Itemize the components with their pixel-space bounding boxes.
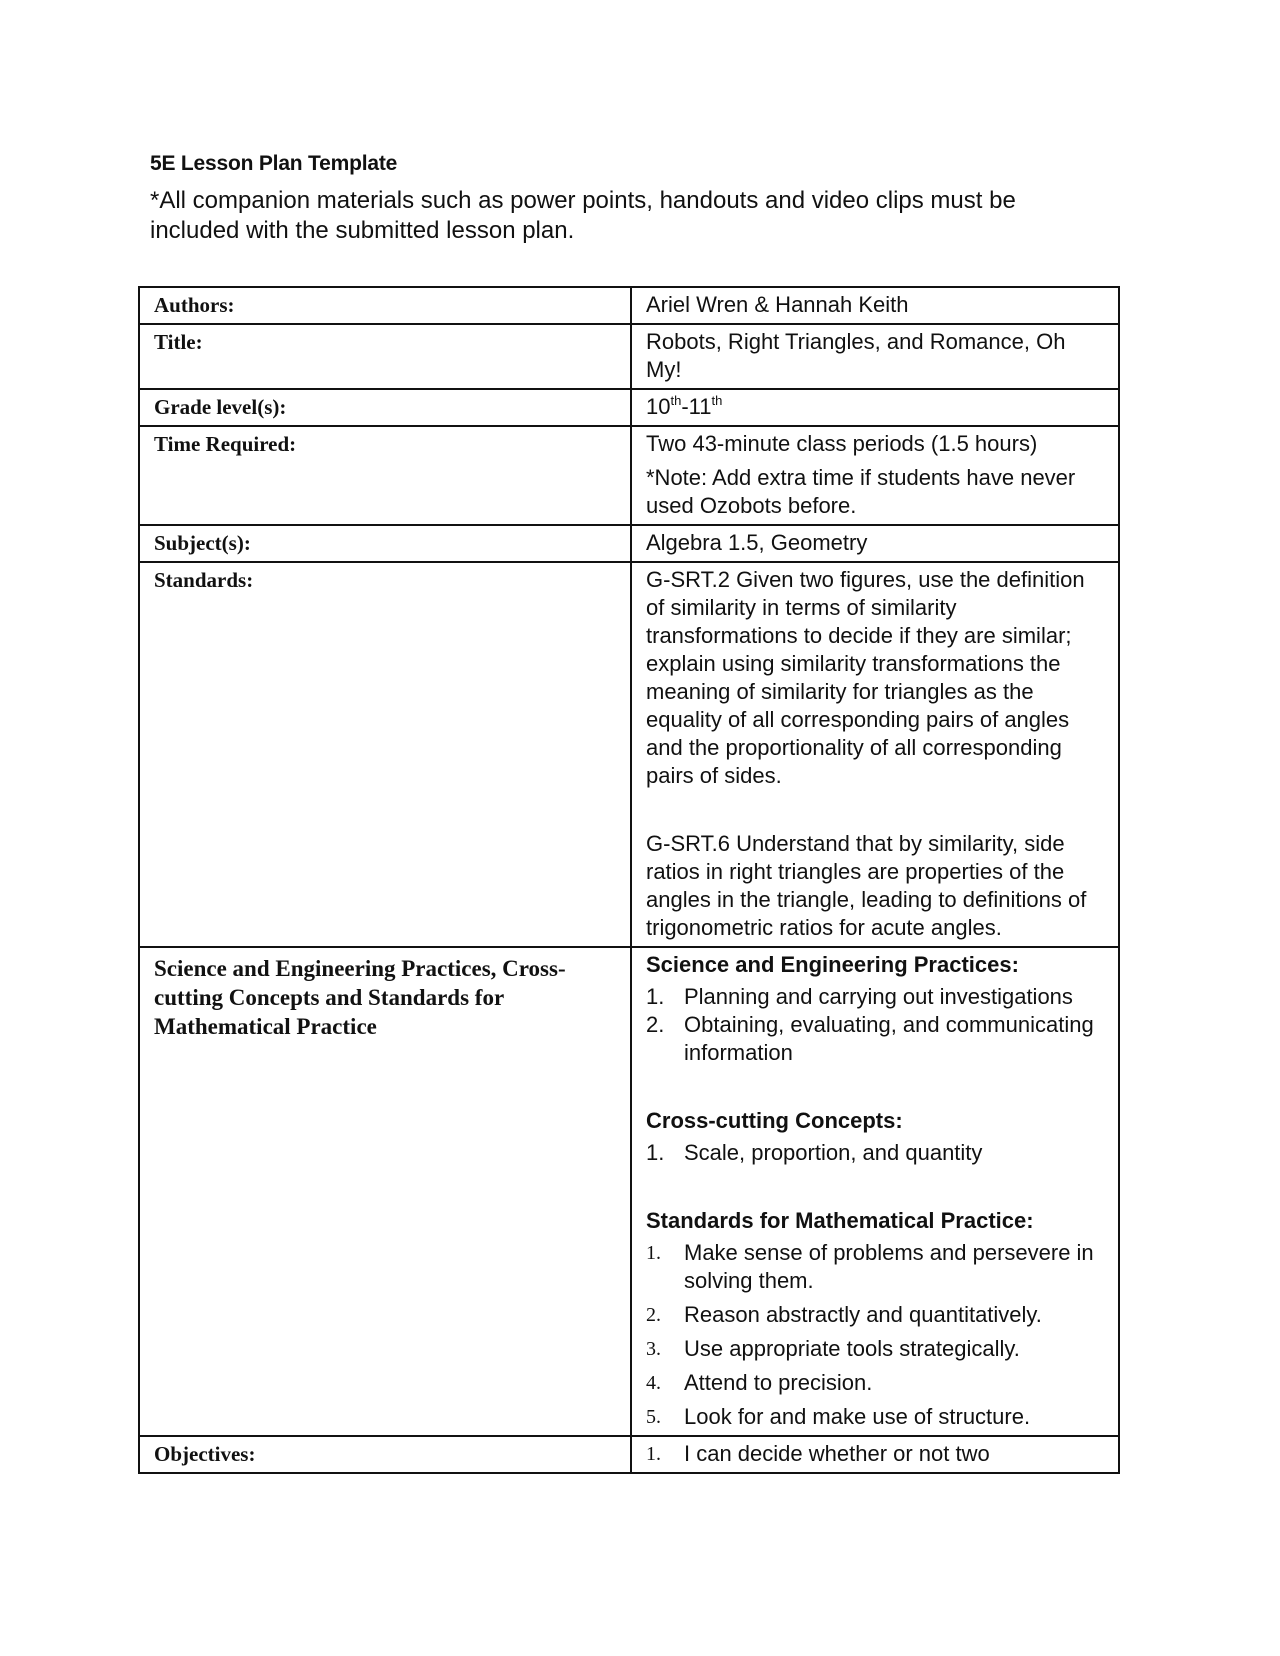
objectives-value xyxy=(631,1436,1119,1473)
row-standards xyxy=(139,562,1119,947)
list-item xyxy=(646,1335,1104,1363)
list-item-text: Planning and carrying out investigations xyxy=(684,984,1073,1009)
list-item-text: Reason abstractly and quantitatively. xyxy=(684,1302,1042,1327)
grade-label: Grade level(s): xyxy=(139,389,631,426)
list-item xyxy=(646,1301,1104,1329)
list-item-text: Obtaining, evaluating, and communicating information xyxy=(684,1012,1094,1065)
authors-value: Ariel Wren & Hannah Keith xyxy=(631,287,1119,324)
grade-value xyxy=(631,389,1119,426)
sep-heading: Science and Engineering Practices: xyxy=(646,952,1019,977)
list-number: 1. xyxy=(646,984,665,1009)
document-title: 5E Lesson Plan Template xyxy=(150,152,398,175)
row-objectives xyxy=(139,1436,1119,1473)
smp-section xyxy=(646,1207,1104,1431)
practices-label: Science and Engineering Practices, Cross-cutting Concepts and Standards for Mathematical Practice xyxy=(139,947,631,1436)
list-number: 2. xyxy=(646,1012,665,1037)
row-subjects xyxy=(139,525,1119,562)
ccc-list xyxy=(646,1139,1104,1167)
list-number: 1. xyxy=(646,1242,661,1264)
list-item-text: Attend to precision. xyxy=(684,1370,873,1395)
smp-heading: Standards for Mathematical Practice: xyxy=(646,1208,1034,1233)
list-item-text: Use appropriate tools strategically. xyxy=(684,1336,1020,1361)
subjects-value: Algebra 1.5, Geometry xyxy=(631,525,1119,562)
list-item xyxy=(646,1011,1104,1067)
title-value: Robots, Right Triangles, and Romance, Oh My! xyxy=(631,324,1119,389)
objectives-list xyxy=(646,1440,1104,1468)
row-practices xyxy=(139,947,1119,1436)
grade-start-suffix: th xyxy=(670,393,682,408)
grade-end-suffix: th xyxy=(711,393,723,408)
grade-start: 10 xyxy=(646,394,671,419)
list-item-text: Look for and make use of structure. xyxy=(684,1404,1031,1429)
lesson-plan-table xyxy=(138,286,1120,1474)
list-item-text: I can decide whether or not two xyxy=(684,1441,990,1466)
list-item xyxy=(646,1139,1104,1167)
grade-end: -11 xyxy=(681,394,712,419)
row-time xyxy=(139,426,1119,525)
row-title xyxy=(139,324,1119,389)
title-label: Title: xyxy=(139,324,631,389)
objectives-label: Objectives: xyxy=(139,1436,631,1473)
row-authors xyxy=(139,287,1119,324)
standard-g-srt-2: G-SRT.2 Given two figures, use the definition of similarity in terms of similarity transformations to decide if they are similar; explain using similarity transformations the meaning of similarity for triangles as the equality of all corresponding pairs of angles and the proportionality of all corresponding pairs of sides. xyxy=(646,567,1085,788)
subjects-label: Subject(s): xyxy=(139,525,631,562)
practices-value xyxy=(631,947,1119,1436)
smp-list xyxy=(646,1239,1104,1431)
materials-note: *All companion materials such as power points, handouts and video clips must be included with the submitted lesson plan. xyxy=(150,187,1016,244)
standards-label: Standards: xyxy=(139,562,631,947)
list-item xyxy=(646,1440,1104,1468)
authors-label: Authors: xyxy=(139,287,631,324)
list-number: 5. xyxy=(646,1406,661,1428)
list-item-text: Scale, proportion, and quantity xyxy=(684,1140,983,1165)
ccc-heading: Cross-cutting Concepts: xyxy=(646,1108,903,1133)
time-note: *Note: Add extra time if students have never used Ozobots before. xyxy=(646,465,1076,518)
sep-list xyxy=(646,983,1104,1067)
list-number: 4. xyxy=(646,1372,661,1394)
time-value xyxy=(631,426,1119,525)
list-number: 1. xyxy=(646,1443,661,1465)
list-item xyxy=(646,1369,1104,1397)
list-number: 2. xyxy=(646,1304,661,1326)
ccc-section xyxy=(646,1107,1104,1167)
list-item xyxy=(646,1239,1104,1295)
list-item xyxy=(646,1403,1104,1431)
list-number: 3. xyxy=(646,1338,661,1360)
standard-g-srt-6: G-SRT.6 Understand that by similarity, side ratios in right triangles are properties of the angles in the triangle, leading to definitions of trigonometric ratios for acute angles. xyxy=(646,831,1087,940)
list-item-text: Make sense of problems and persevere in solving them. xyxy=(684,1240,1094,1293)
time-duration: Two 43-minute class periods (1.5 hours) xyxy=(646,431,1038,456)
list-number: 1. xyxy=(646,1140,665,1165)
row-grade xyxy=(139,389,1119,426)
standards-value xyxy=(631,562,1119,947)
time-label: Time Required: xyxy=(139,426,631,525)
list-item xyxy=(646,983,1104,1011)
